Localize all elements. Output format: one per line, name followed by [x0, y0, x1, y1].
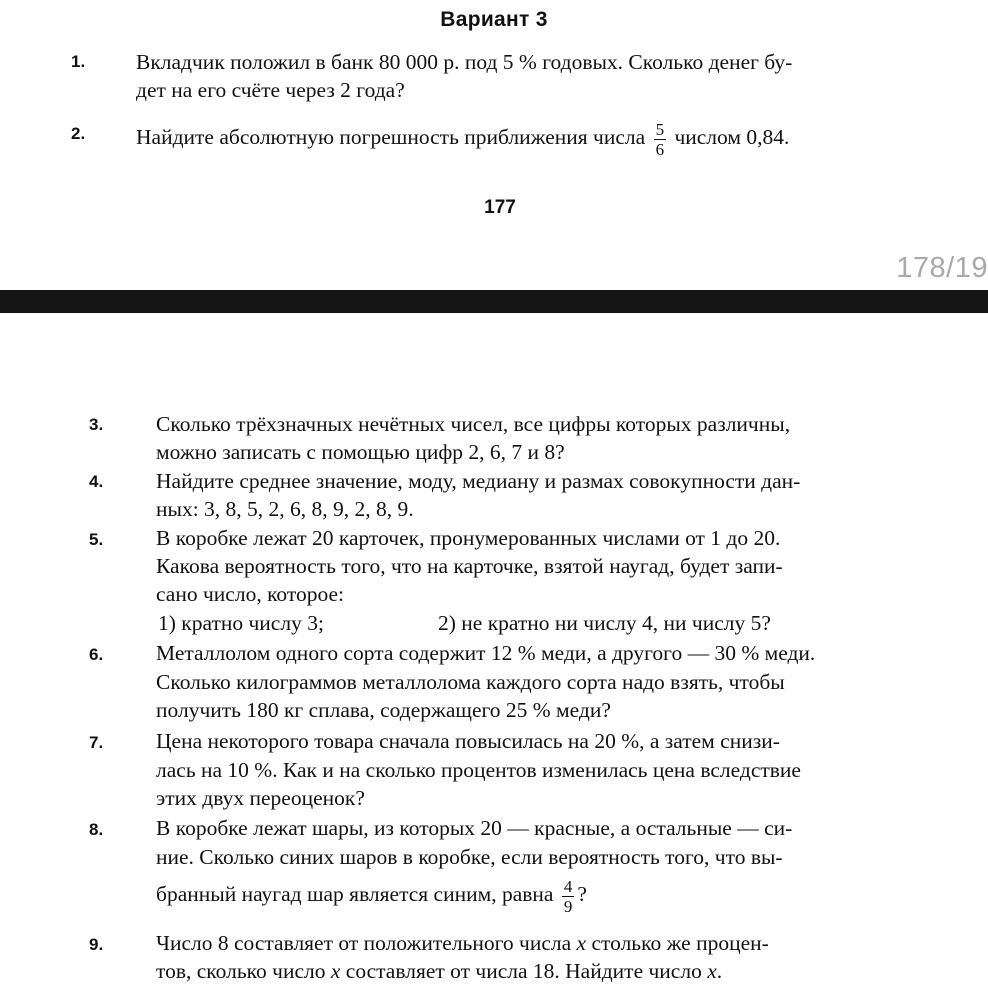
problem-number: 8. [89, 820, 104, 839]
problem-text-line: ных: 3, 8, 5, 2, 6, 8, 9, 2, 8, 9. [156, 497, 414, 521]
problem-text-line [136, 116, 789, 159]
problem-text-line: Цена некоторого товара сначала повысилась на 20 %, а затем снизи- [156, 729, 780, 753]
problem-text-line: В коробке лежат 20 карточек, пронумерованных числами от 1 до 20. [156, 526, 781, 550]
problem-text: тов, сколько число [156, 959, 331, 983]
fraction-denominator: 9 [563, 896, 573, 916]
variable-x: x [707, 959, 717, 983]
problem-text-line: Сколько килограммов металлолома каждого сорта надо взять, чтобы [156, 670, 785, 694]
problem-text-line: лась на 10 %. Как и на сколько процентов изменилась цена вследствие [156, 758, 801, 782]
page-divider [0, 290, 988, 313]
problem-text-line: Металлолом одного сорта содержит 12 % меди, а другого — 30 % меди. [156, 641, 816, 665]
problem-text-line: можно записать с помощью цифр 2, 6, 7 и 8? [156, 440, 565, 464]
problem-text: Найдите абсолютную погрешность приближения числа [136, 125, 646, 149]
fraction [654, 120, 667, 159]
variable-x: x [576, 931, 587, 955]
problem-text-line: В коробке лежат шары, из которых 20 — красные, а остальные — си- [156, 816, 793, 840]
problem-text: бранный наугад шар является синим, равна [156, 882, 554, 906]
problem-number: 6. [89, 645, 104, 664]
problem-text: столько же процен- [586, 931, 769, 955]
problem-text: Число 8 составляет от положительного числа [156, 931, 577, 955]
fraction-denominator: 6 [655, 139, 665, 159]
problem-number: 3. [89, 415, 104, 434]
problem-number: 7. [89, 733, 104, 752]
problem-number: 4. [89, 472, 104, 491]
problem-text-line: дет на его счёте через 2 года? [136, 78, 405, 102]
problem-text-line: Вкладчик положил в банк 80 000 р. под 5 % годовых. Сколько денег бу- [136, 50, 793, 74]
problem-text: . [716, 959, 723, 983]
problem-number: 5. [89, 530, 104, 549]
problem-text-line: Какова вероятность того, что на карточке, взятой наугад, будет запи- [156, 554, 783, 578]
variant-title: Вариант 3 [440, 8, 548, 31]
page-number: 177 [484, 197, 516, 218]
problem-text-line [156, 929, 769, 957]
variable-x: x [330, 959, 341, 983]
problem-number: 9. [89, 935, 104, 954]
problem-option: 1) кратно числу 3; [158, 611, 324, 635]
fraction-numerator: 5 [655, 119, 665, 139]
problem-text: ? [577, 882, 587, 906]
problem-text-line: получить 180 кг сплава, содержащего 25 % меди? [156, 698, 611, 722]
page-counter: 178/19 [896, 252, 988, 284]
problem-text-line: этих двух переоценок? [156, 786, 365, 810]
problem-text-line: Найдите среднее значение, моду, медиану и размах совокупности дан- [156, 469, 801, 493]
problem-option: 2) не кратно ни числу 4, ни числу 5? [438, 611, 771, 635]
problem-text-line: сано число, которое: [156, 582, 345, 606]
fraction [562, 877, 575, 916]
problem-text-line [156, 957, 722, 985]
fraction-numerator: 4 [563, 876, 573, 896]
problem-text-line [156, 872, 587, 916]
problem-number: 1. [71, 52, 86, 71]
problem-text: числом 0,84. [674, 125, 790, 149]
problem-text-line: ние. Сколько синих шаров в коробке, если вероятность того, что вы- [156, 845, 783, 869]
problem-text: составляет от числа 18. Найдите число [340, 959, 708, 983]
problem-number: 2. [71, 124, 86, 143]
problem-text-line: Сколько трёхзначных нечётных чисел, все цифры которых различны, [156, 412, 791, 436]
